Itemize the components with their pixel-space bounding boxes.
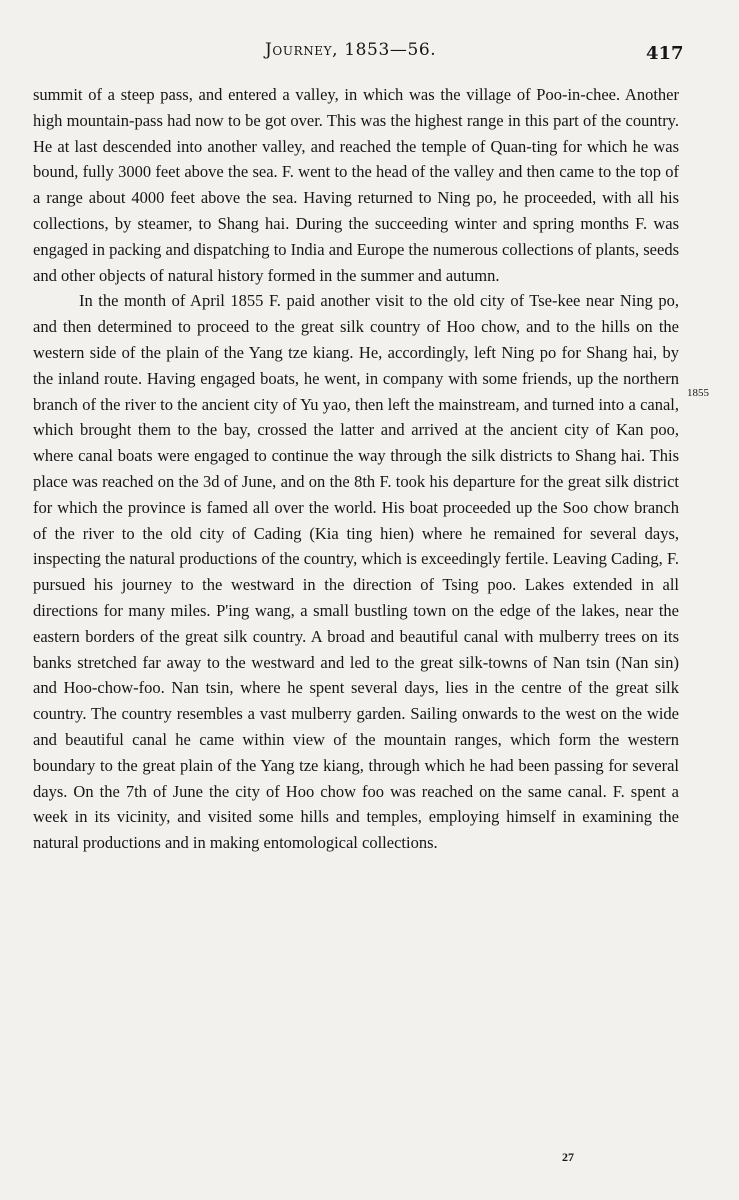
margin-year-note: 1855: [687, 387, 709, 399]
body-text: [33, 82, 679, 856]
signature-mark: 27: [562, 1150, 574, 1164]
paragraph-continued: summit of a steep pass, and entered a valley, in which was the village of Poo-in-chee. Another high mountain-pass had now to be got over. This was the highest range in this part of the country. He at last descended into another valley, and reached the temple of Quan-ting for which he was bound, fully 3000 feet above the sea. F. went to the head of the valley and then came to the top of a range about 4000 feet above the sea. Having returned to Ning po, he proceeded, with all his collections, by steamer, to Shang hai. During the succeeding winter and spring months F. was engaged in packing and dispatching to India and Europe the numerous collections of plants, seeds and other objects of natural history formed in the summer and autumn.: [33, 85, 679, 285]
running-title: Journey, 1853—56.: [265, 40, 437, 60]
paragraph-april-1855: In the month of April 1855 F. paid another visit to the old city of Tse-kee near Ning po, and then determined to proceed to the great silk country of Hoo chow, and to the hills on the western side of the plain of the Yang tze kiang. He, accordingly, left Ning po for Shang hai, by the inland route. Having engaged boats, he went, in company with some friends, up the northern branch of the river to the ancient city of Yu yao, then left the mainstream, and turned into a canal, which brought them to the bay, crossed the latter and arrived at the ancient city of Kan poo, where canal boats were engaged to continue the way through the silk districts to Shang hai. This place was reached on the 3d of June, and on the 8th F. took his departure for the great silk district for which the province is famed all over the world. His boat proceeded up the Soo chow branch of the river to the old city of Cading (Kia ting hien) where he remained for several days, inspecting the natural productions of the country, which is exceedingly fertile. Leaving Cading, F. pursued his journey to the westward in the direction of Tsing poo. Lakes extended in all directions for many miles. P'ing wang, a small bustling town on the edge of the lakes, near the eastern borders of the great silk country. A broad and beautiful canal with mulberry trees on its banks stretched far away to the westward and led to the great silk-towns of Nan tsin (Nan sin) and Hoo-chow-foo. Nan tsin, where he spent several days, lies in the centre of the great silk country. The country resembles a vast mulberry garden. Sailing onwards to the west on the wide and beautiful canal he came within view of the mountain ranges, which form the western boundary to the great plain of the Yang tze kiang, through which he had been passing for several days. On the 7th of June the city of Hoo chow foo was reached on the same canal. F. spent a week in its vicinity, and visited some hills and temples, employing himself in examining the natural productions and in making entomological collections.: [33, 291, 679, 853]
page-number: 417: [646, 43, 684, 64]
